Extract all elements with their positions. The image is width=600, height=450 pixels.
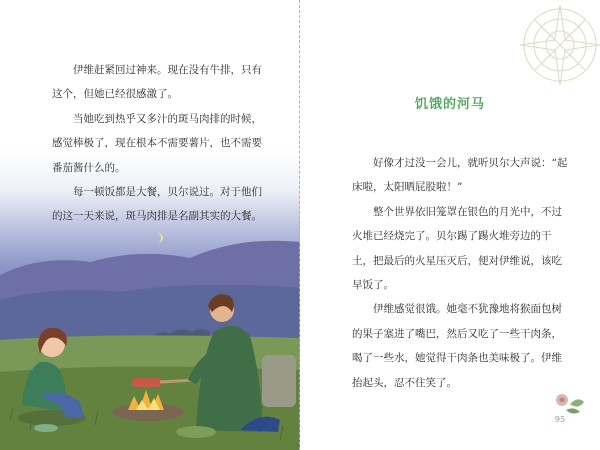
paragraph: 整个世界依旧笼罩在银色的月光中，不过火堆已经烧完了。贝尔踢了踢火堆旁边的干土，把最后的火星压灭后，便对伊维说，该吃早饭了。	[352, 205, 562, 292]
page-number: 95	[554, 415, 566, 424]
compass-rose-icon	[505, 5, 600, 100]
right-page-text	[352, 151, 570, 395]
left-page-text	[52, 58, 270, 229]
paragraph: 伊维赶紧回过神来。现在没有牛排，只有这个，但她已经很感激了。	[52, 64, 262, 101]
flower-icon	[550, 390, 590, 418]
paragraph: 每一顿饭都是大餐，贝尔说过。对于他们的这一天来说，斑马肉排是名副其实的大餐。	[52, 186, 262, 223]
paragraph: 当她吃到热乎又多汁的斑马肉排的时候，感觉棒极了，现在根本不需要薯片，也不需要番茄酱什么的。	[52, 112, 262, 174]
paragraph: 伊维感觉很饿。她毫不犹豫地将猴面包树的果子塞进了嘴巴，然后又吃了一些干肉条，喝了一些水，她觉得干肉条也美味极了。伊维抬起头，忍不住笑了。	[352, 303, 562, 389]
paragraph: 好像才过没一会儿，就听贝尔大声说：“起床啦，太阳晒屁股啦！”	[352, 157, 568, 194]
crescent-moon-icon	[158, 232, 163, 244]
chapter-title: 饥饿的河马	[414, 97, 485, 112]
